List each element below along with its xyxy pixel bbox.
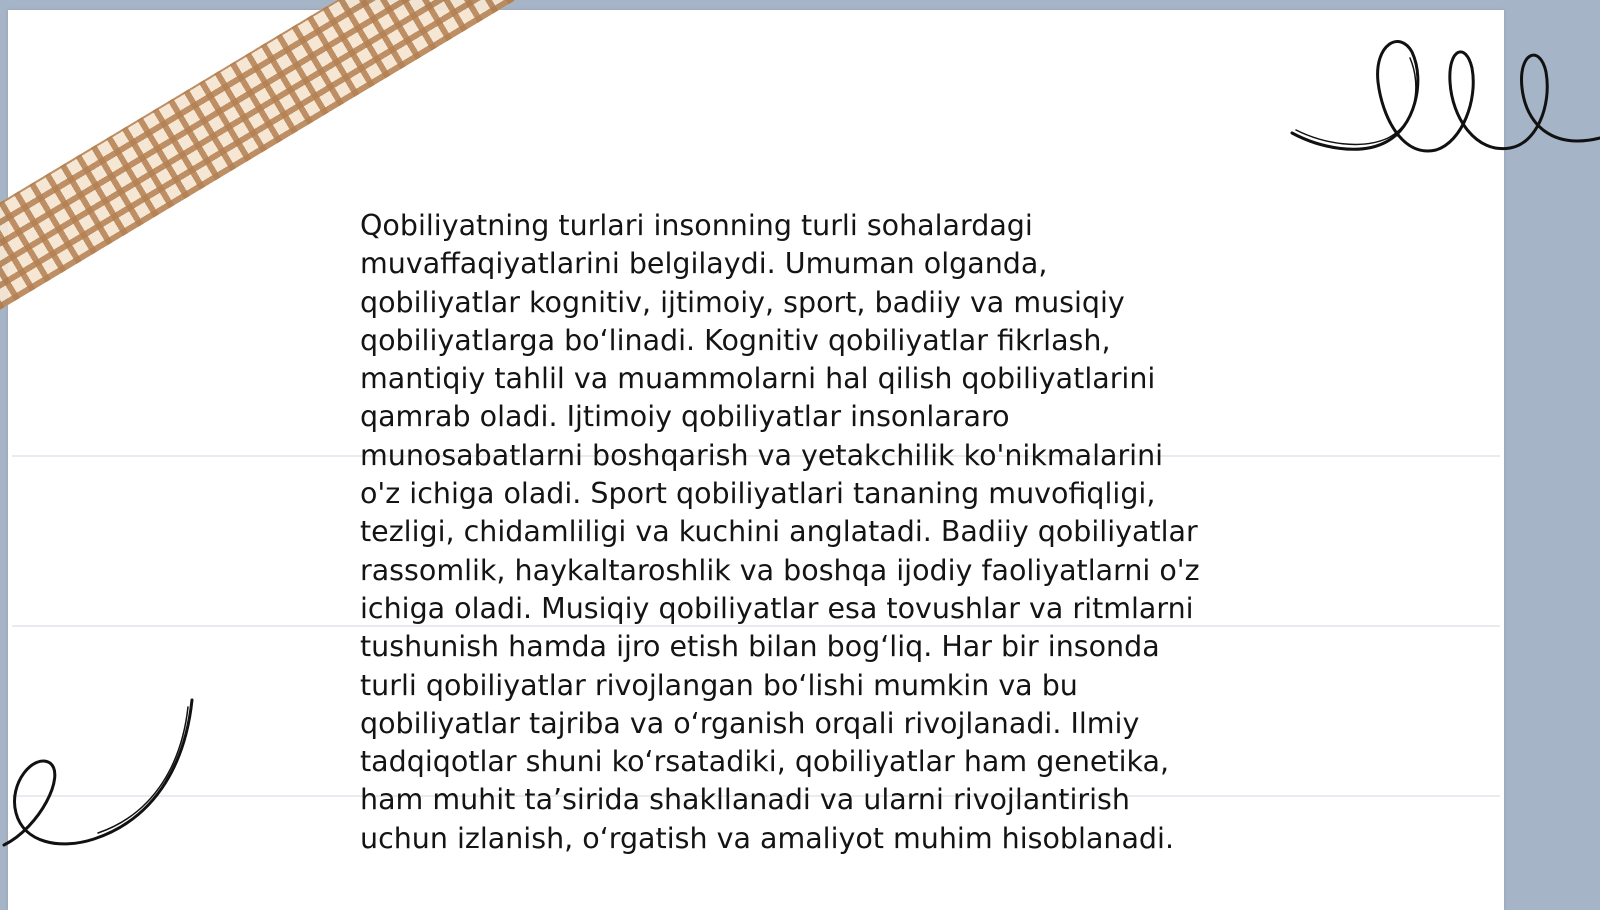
body-paragraph: [360, 207, 1260, 858]
paragraph-line: ham muhit ta’sirida shakllanadi va ularni rivojlantirish: [360, 783, 1130, 817]
loop-squiggle-icon: [1290, 30, 1600, 170]
paragraph-line: rassomlik, haykaltaroshlik va boshqa ijodiy faoliyatlarni o'z: [360, 553, 1200, 587]
paragraph-line: qobiliyatlar tajriba va o‘rganish orqali rivojlanadi. Ilmiy: [360, 706, 1140, 740]
paragraph-line: tushunish hamda ijro etish bilan bog‘liq. Har bir insonda: [360, 630, 1160, 664]
paragraph-line: o'z ichiga oladi. Sport qobiliyatlari tananing muvofiqligi,: [360, 477, 1156, 511]
paragraph-line: tezligi, chidamliligi va kuchini anglatadi. Badiiy qobiliyatlar: [360, 515, 1198, 549]
paragraph-line: mantiqiy tahlil va muammolarni hal qilish qobiliyatlarini: [360, 362, 1156, 396]
paragraph-line: tadqiqotlar shuni ko‘rsatadiki, qobiliyatlar ham genetika,: [360, 745, 1170, 779]
paragraph-line: Qobiliyatning turlari insonning turli sohalardagi: [360, 209, 1033, 242]
paragraph-line: qamrab oladi. Ijtimoiy qobiliyatlar insonlararo: [360, 400, 1010, 434]
paragraph-line: uchun izlanish, o‘rgatish va amaliyot muhim hisoblanadi.: [360, 821, 1175, 855]
paragraph-line: ichiga oladi. Musiqiy qobiliyatlar esa tovushlar va ritmlarni: [360, 591, 1194, 625]
swirl-doodle-icon: [0, 695, 200, 855]
paragraph-line: munosabatlarni boshqarish va yetakchilik ko'nikmalarini: [360, 438, 1164, 472]
paragraph-line: turli qobiliyatlar rivojlangan bo‘lishi mumkin va bu: [360, 668, 1078, 702]
paragraph-line: qobiliyatlar kognitiv, ijtimoiy, sport, badiiy va musiqiy: [360, 285, 1125, 319]
paragraph-line: muvaffaqiyatlarini belgilaydi. Umuman olganda,: [360, 247, 1048, 281]
paragraph-line: qobiliyatlarga bo‘linadi. Kognitiv qobiliyatlar fikrlash,: [360, 323, 1111, 357]
